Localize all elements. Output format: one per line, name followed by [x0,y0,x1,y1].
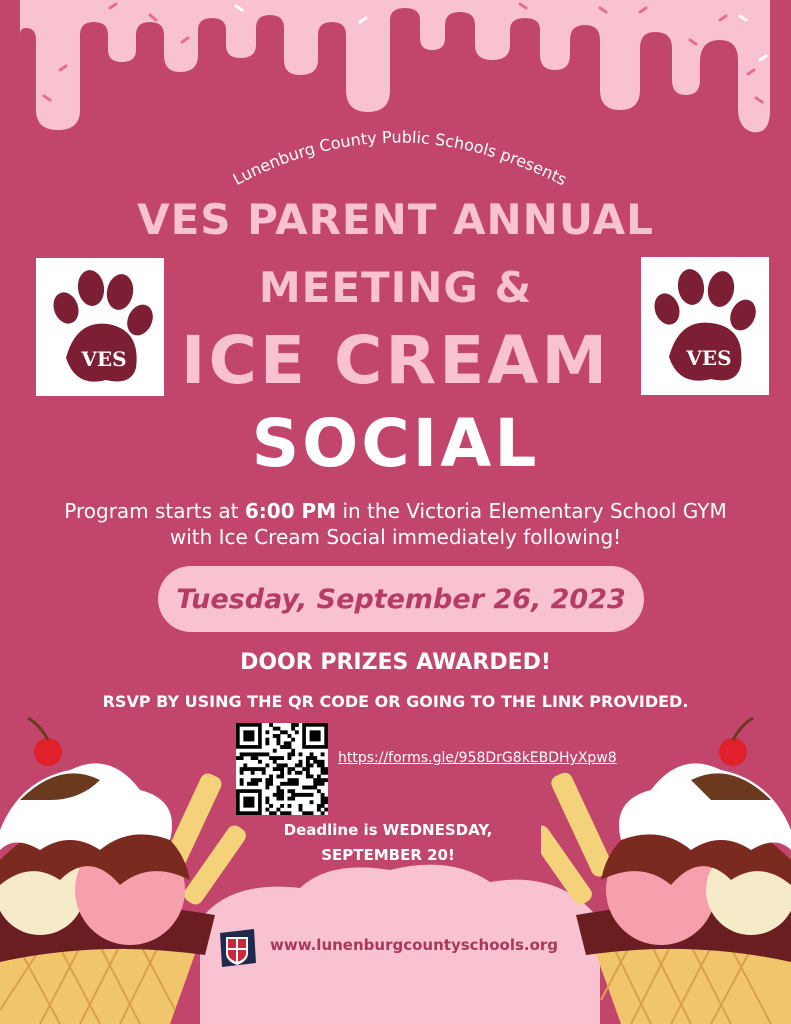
svg-text:VES: VES [81,347,127,371]
title-line-3: ICE CREAM [180,322,611,399]
title-line-4: SOCIAL [251,405,540,482]
svg-text:VES: VES [686,346,732,370]
website-url[interactable]: www.lunenburgcountyschools.org [270,936,559,954]
paw-print-icon [36,258,164,396]
deadline-text: Deadline is WEDNESDAY, SEPTEMBER 20! [283,821,493,864]
event-date-pill [158,566,644,632]
ves-paw-badge-right [641,257,769,395]
ice-cream-sundae-icon [541,710,791,1024]
door-prizes-heading: DOOR PRIZES AWARDED! [240,650,551,675]
title-line-2: MEETING & [258,263,533,312]
event-date: Tuesday, September 26, 2023 [176,583,626,615]
program-time: 6:00 PM [244,499,337,523]
svg-text:Lunenburg County Public School: Lunenburg County Public Schools presents [229,127,570,190]
rsvp-instructions: RSVP BY USING THE QR CODE OR GOING TO THE LINK PROVIDED. [102,692,689,711]
school-crest-icon [212,923,262,973]
title-line-1: VES PARENT ANNUAL [137,195,654,244]
paw-print-icon [641,257,769,395]
program-description: Program starts at 6:00 PM in the Victoria Elementary School GYM with Ice Cream Social immediately following! [64,499,727,549]
ice-cream-sundae-icon [0,710,250,1024]
ves-paw-badge-left [36,258,164,396]
rsvp-link[interactable]: https://forms.gle/958DrG8kEBDHyXpw8 [338,750,617,766]
